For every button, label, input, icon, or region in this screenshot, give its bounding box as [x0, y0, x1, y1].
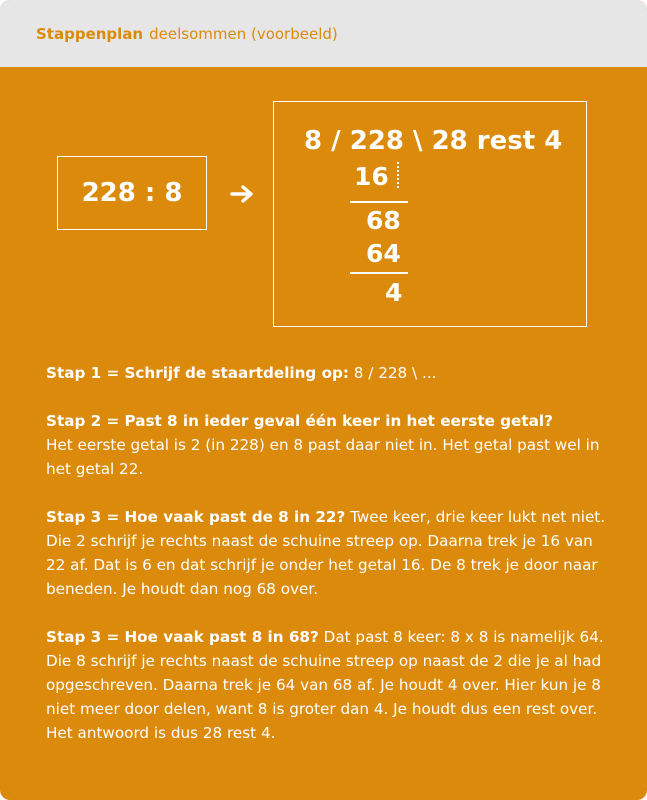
- arrow-right-icon: [230, 184, 256, 204]
- step-label: Stap 3 = Hoe vaak past de 8 in 22?: [46, 508, 346, 526]
- step-label: Stap 3 = Hoe vaak past 8 in 68?: [46, 628, 319, 646]
- division-line: 8 / 228 \ 28 rest 4: [304, 126, 563, 156]
- steps-text: [46, 361, 606, 769]
- card-header: [0, 0, 647, 67]
- step-1: [46, 361, 606, 385]
- step-body: Het eerste getal is 2 (in 228) en 8 past daar niet in. Het getal past wel in het getal 22.: [46, 436, 600, 478]
- step-body: Dat past 8 keer: 8 x 8 is namelijk 64. Die 8 schrijf je rechts naast de schuine streep op naast de 2 die je al had opgeschreven. Daarna trek je 64 van 68 af. Je houdt 4 over. Hier kun je 8 niet meer door delen, want 8 is groter dan 4. Je houdt dus een rest over. Het antwoord is dus 28 rest 4.: [46, 628, 604, 742]
- dotted-divider: [397, 162, 399, 188]
- remainder-68: 68: [366, 206, 401, 235]
- subtraction-rule: [350, 272, 408, 274]
- step-3: [46, 505, 606, 601]
- header-title: deelsommen (voorbeeld): [149, 24, 338, 43]
- remainder-4: 4: [385, 278, 403, 307]
- header-title-bold: Stappenplan: [36, 24, 144, 43]
- step-label: Stap 1 = Schrijf de staartdeling op:: [46, 364, 349, 382]
- step-label: Stap 2 = Past 8 in ieder geval één keer in het eerste getal?: [46, 412, 553, 430]
- subtraction-rule: [350, 201, 408, 203]
- step-4: [46, 625, 606, 745]
- subtract-64: 64: [366, 239, 401, 268]
- problem-text: 228 : 8: [81, 178, 183, 208]
- long-division-box: [273, 101, 587, 327]
- step-body: 8 / 228 \ ...: [348, 364, 437, 382]
- step-2: [46, 409, 606, 481]
- subtract-16: 16: [354, 162, 389, 191]
- step-body: Twee keer, drie keer lukt net niet. Die 2 schrijf je rechts naast de schuine streep op. Daarna trek je 16 van 22 af. Dat is 6 en dat schrijf je onder het getal 16. De 8 trek je door naar beneden. Je houdt dan nog 68 over.: [46, 508, 606, 598]
- problem-box: [57, 156, 207, 230]
